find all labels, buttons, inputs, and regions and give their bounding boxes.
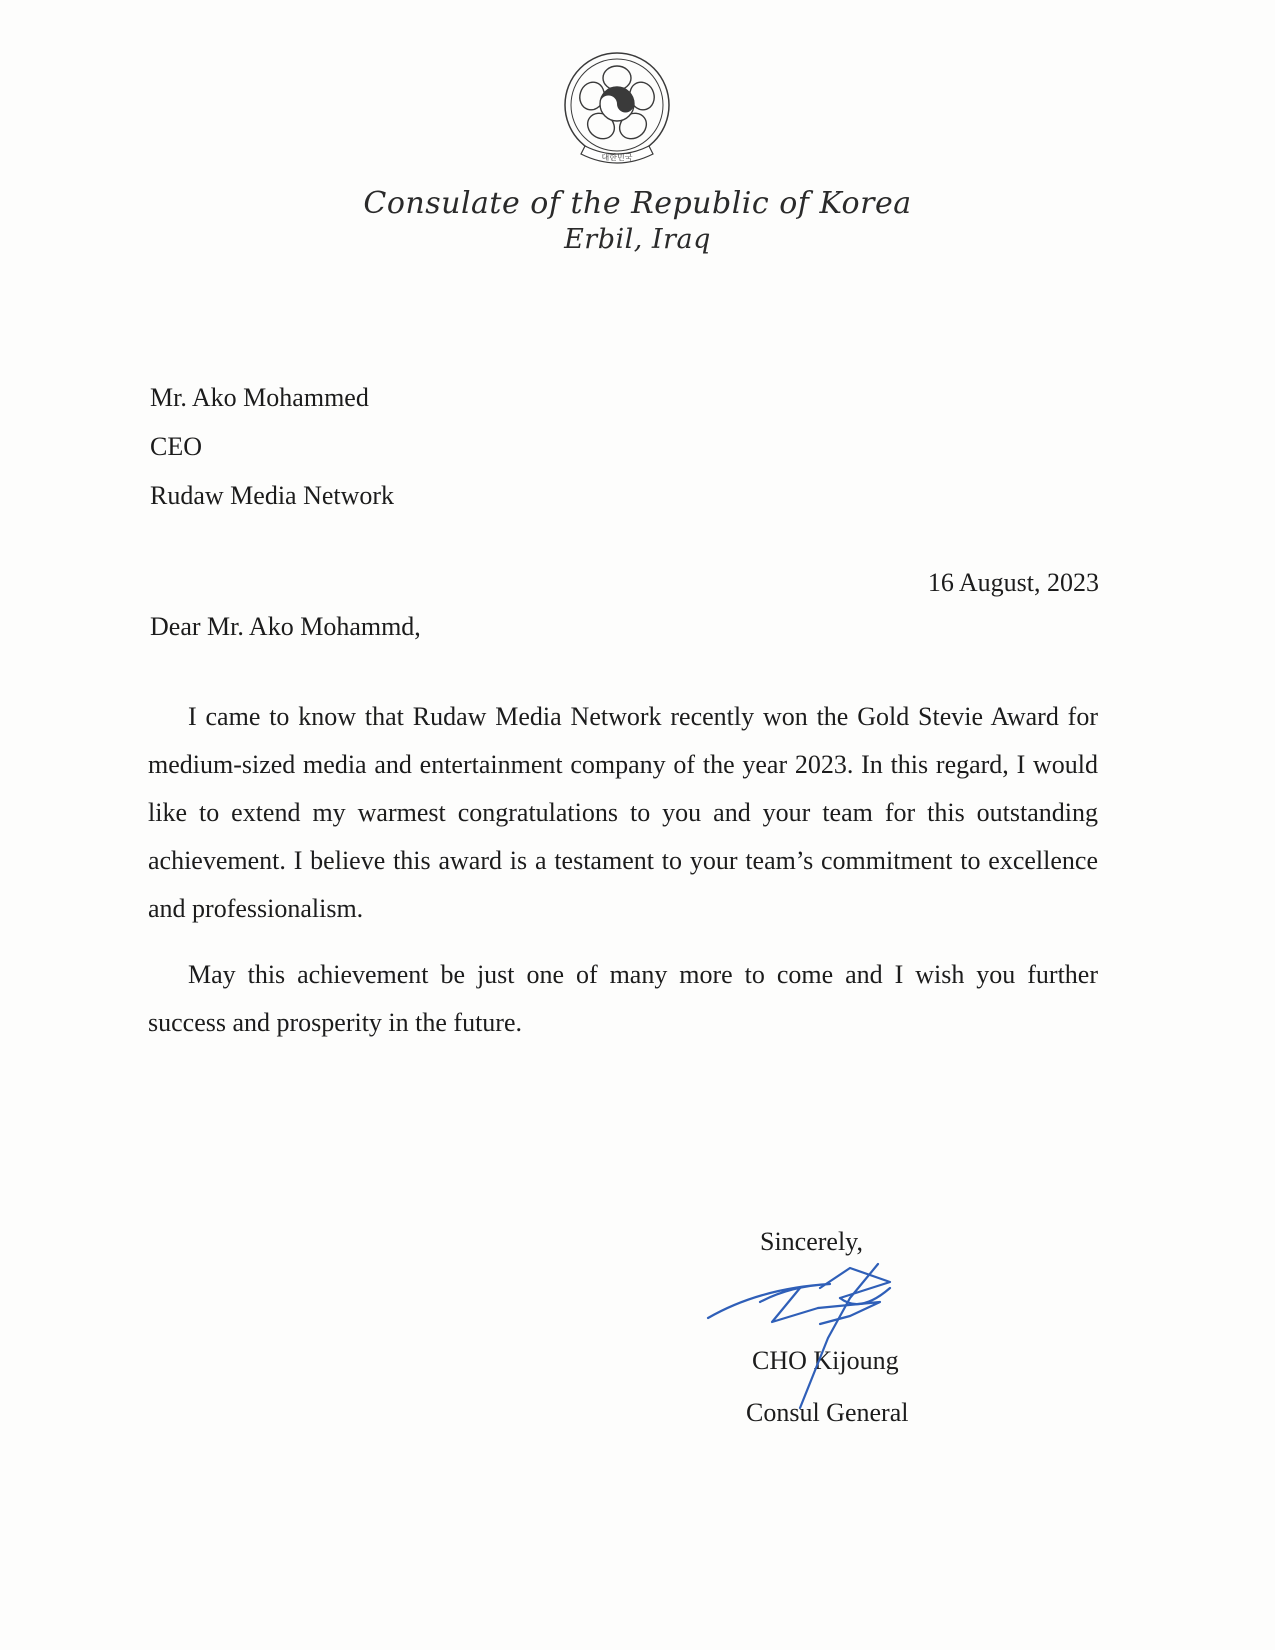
signer-title: Consul General	[746, 1398, 909, 1427]
letterhead-title: Consulate of the Republic of Korea	[363, 186, 912, 221]
emblem-ribbon-text: 대한민국	[601, 153, 633, 162]
closing: Sincerely,	[760, 1227, 863, 1256]
letterhead-location: Erbil, Iraq	[564, 224, 711, 255]
handwritten-signature-icon	[700, 1258, 940, 1443]
salutation: Dear Mr. Ako Mohammd,	[150, 612, 421, 641]
korean-national-emblem-icon	[557, 50, 677, 170]
body-paragraph-1: I came to know that Rudaw Media Network recently won the Gold Stevie Award for medium-sized media and entertainment company of the year 2023. In this regard, I would like to extend my warmest congratulations to you and your team for this outstanding achievement. I believe this award is a testament to your team’s commitment to excellence and professionalism.	[148, 702, 1098, 923]
recipient-title: CEO	[150, 432, 202, 461]
letter-date: 16 August, 2023	[927, 568, 1099, 597]
signer-name: CHO Kijoung	[752, 1346, 899, 1375]
recipient-block	[150, 373, 394, 520]
body-paragraph-2: May this achievement be just one of many more to come and I wish you further success and prosperity in the future.	[148, 960, 1098, 1037]
recipient-organization: Rudaw Media Network	[150, 481, 395, 510]
recipient-name: Mr. Ako Mohammed	[150, 383, 369, 412]
